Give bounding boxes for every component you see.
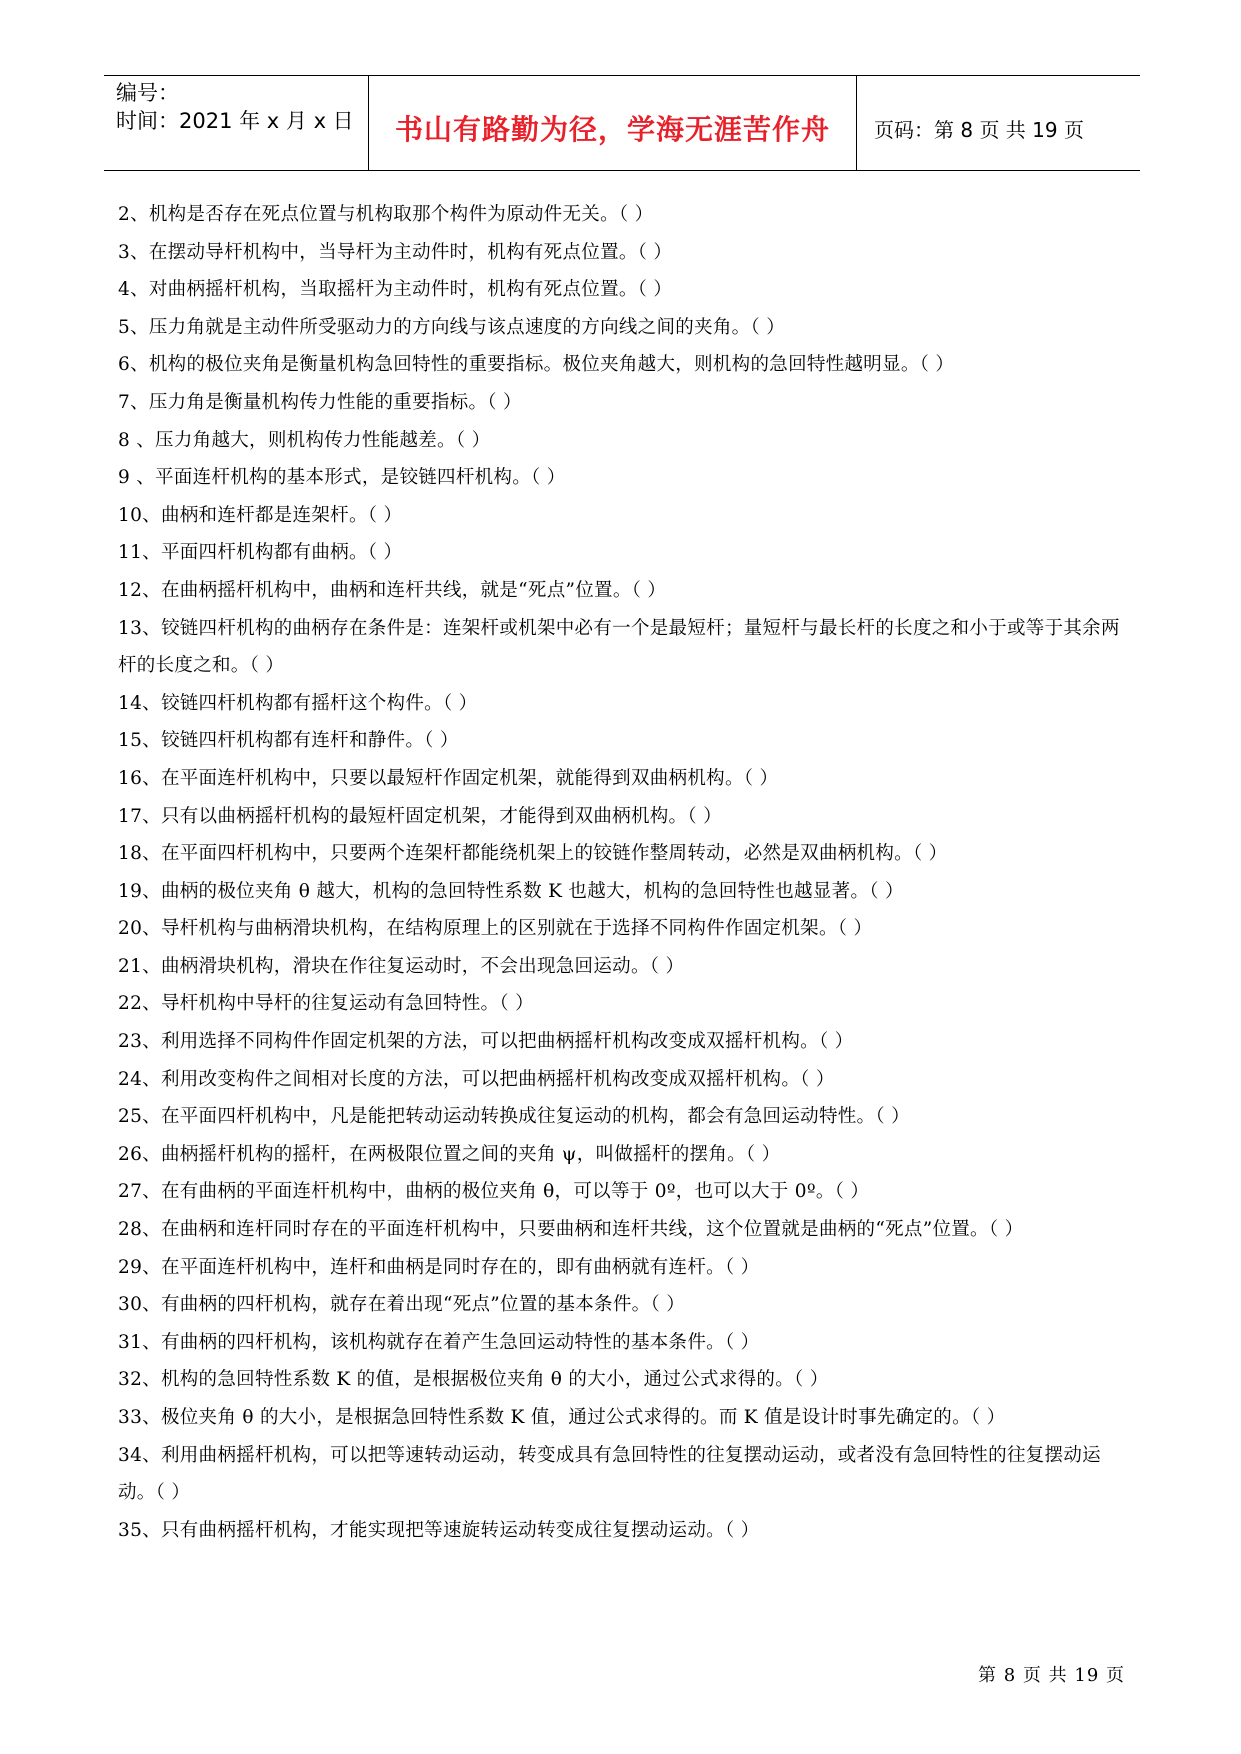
question-item: 23、利用选择不同构件作固定机架的方法，可以把曲柄摇杆机构改变成双摇杆机构。（ ） [118,1031,854,1053]
question-item: 3、在摆动导杆机构中，当导杆为主动件时，机构有死点位置。（ ） [118,241,673,263]
question-item: 15、铰链四杆机构都有连杆和静件。（ ） [118,730,459,752]
question-item: 22、导杆机构中导杆的往复运动有急回特性。（ ） [118,993,534,1015]
header-divider [856,76,857,170]
header-right-cell [874,76,1136,170]
question-item: 16、在平面连杆机构中，只要以最短杆作固定机架，就能得到双曲柄机构。（ ） [118,767,779,789]
question-item: 20、导杆机构与曲柄滑块机构，在结构原理上的区别就在于选择不同构件作固定机架。（ ） [118,918,873,940]
number-label: 编号： [116,81,179,105]
question-item: 31、有曲柄的四杆机构，该机构就存在着产生急回运动特性的基本条件。（ ） [118,1331,760,1353]
question-item: 13、铰链四杆机构的曲柄存在条件是：连架杆或机架中必有一个是最短杆；量短杆与最长杆的长度之和小于或等于其余两杆的长度之和。（ ） [118,617,1120,677]
question-item: 33、极位夹角 θ 的大小，是根据急回特性系数 K 值，通过公式求得的。而 K 值是设计时事先确定的。（ ） [118,1407,1006,1428]
question-item: 25、在平面四杆机构中，凡是能把转动运动转换成往复运动的机构，都会有急回运动特性。（ ） [118,1106,910,1128]
question-item: 7、压力角是衡量机构传力性能的重要指标。（ ） [118,391,522,413]
header-left-cell [116,76,368,170]
question-item: 12、在曲柄摇杆机构中，曲柄和连杆共线，就是“死点”位置。（ ） [118,579,667,601]
header-middle-cell [369,76,856,170]
question-item: 19、曲柄的极位夹角 θ 越大，机构的急回特性系数 K 也越大，机构的急回特性也越显著。（ ） [118,880,904,902]
motto: 书山有路勤为径，学海无涯苦作舟 [394,113,830,146]
question-item: 14、铰链四杆机构都有摇杆这个构件。（ ） [118,692,478,714]
question-item: 18、在平面四杆机构中，只要两个连架杆都能绕机架上的铰链作整周转动，必然是双曲柄机构。（ ） [118,843,948,865]
question-item: 2、机构是否存在死点位置与机构取那个构件为原动件无关。（ ） [118,204,654,225]
question-item: 30、有曲柄的四杆机构，就存在着出现“死点”位置的基本条件。（ ） [118,1294,685,1316]
question-item: 21、曲柄滑块机构，滑块在作往复运动时，不会出现急回运动。（ ） [118,955,685,977]
page-header [104,75,1140,171]
question-item: 24、利用改变构件之间相对长度的方法，可以把曲柄摇杆机构改变成双摇杆机构。（ ） [118,1068,835,1090]
question-item: 6、机构的极位夹角是衡量机构急回特性的重要指标。极位夹角越大，则机构的急回特性越明显。（ ） [118,354,955,376]
question-list [118,196,1138,1549]
question-item: 5、压力角就是主动件所受驱动力的方向线与该点速度的方向线之间的夹角。（ ） [118,316,786,338]
question-item: 26、曲柄摇杆机构的摇杆，在两极限位置之间的夹角 ψ，叫做摇杆的摆角。（ ） [118,1143,781,1165]
question-item: 32、机构的急回特性系数 K 的值，是根据极位夹角 θ 的大小，通过公式求得的。（ ） [118,1369,829,1391]
page-footer: 第 8 页 共 19 页 [978,1665,1125,1686]
time-label: 时间：2021 年 x 月 x 日 [116,109,354,133]
question-item: 10、曲柄和连杆都是连架杆。（ ） [118,504,403,526]
page-code: 页码：第 8 页 共 19 页 [874,117,1084,142]
question-item: 17、只有以曲柄摇杆机构的最短杆固定机架，才能得到双曲柄机构。（ ） [118,805,722,827]
question-item: 27、在有曲柄的平面连杆机构中，曲柄的极位夹角 θ，可以等于 0º，也可以大于 0º。（ ） [118,1181,870,1203]
question-item: 28、在曲柄和连杆同时存在的平面连杆机构中，只要曲柄和连杆共线，这个位置就是曲柄的“死点”位置。（ ） [118,1219,1024,1241]
question-item: 11、平面四杆机构都有曲柄。（ ） [118,542,403,564]
question-item: 9 、平面连杆机构的基本形式，是铰链四杆机构。（ ） [118,467,566,489]
question-item: 29、在平面连杆机构中，连杆和曲柄是同时存在的，即有曲柄就有连杆。（ ） [118,1256,760,1278]
question-item: 8 、压力角越大，则机构传力性能越差。（ ） [118,429,491,451]
question-item: 34、利用曲柄摇杆机构，可以把等速转动运动，转变成具有急回特性的往复摆动运动，或者没有急回特性的往复摆动运动。（ ） [118,1444,1101,1504]
question-item: 4、对曲柄摇杆机构，当取摇杆为主动件时，机构有死点位置。（ ） [118,279,673,301]
question-item: 35、只有曲柄摇杆机构，才能实现把等速旋转运动转变成往复摆动运动。（ ） [118,1519,760,1541]
